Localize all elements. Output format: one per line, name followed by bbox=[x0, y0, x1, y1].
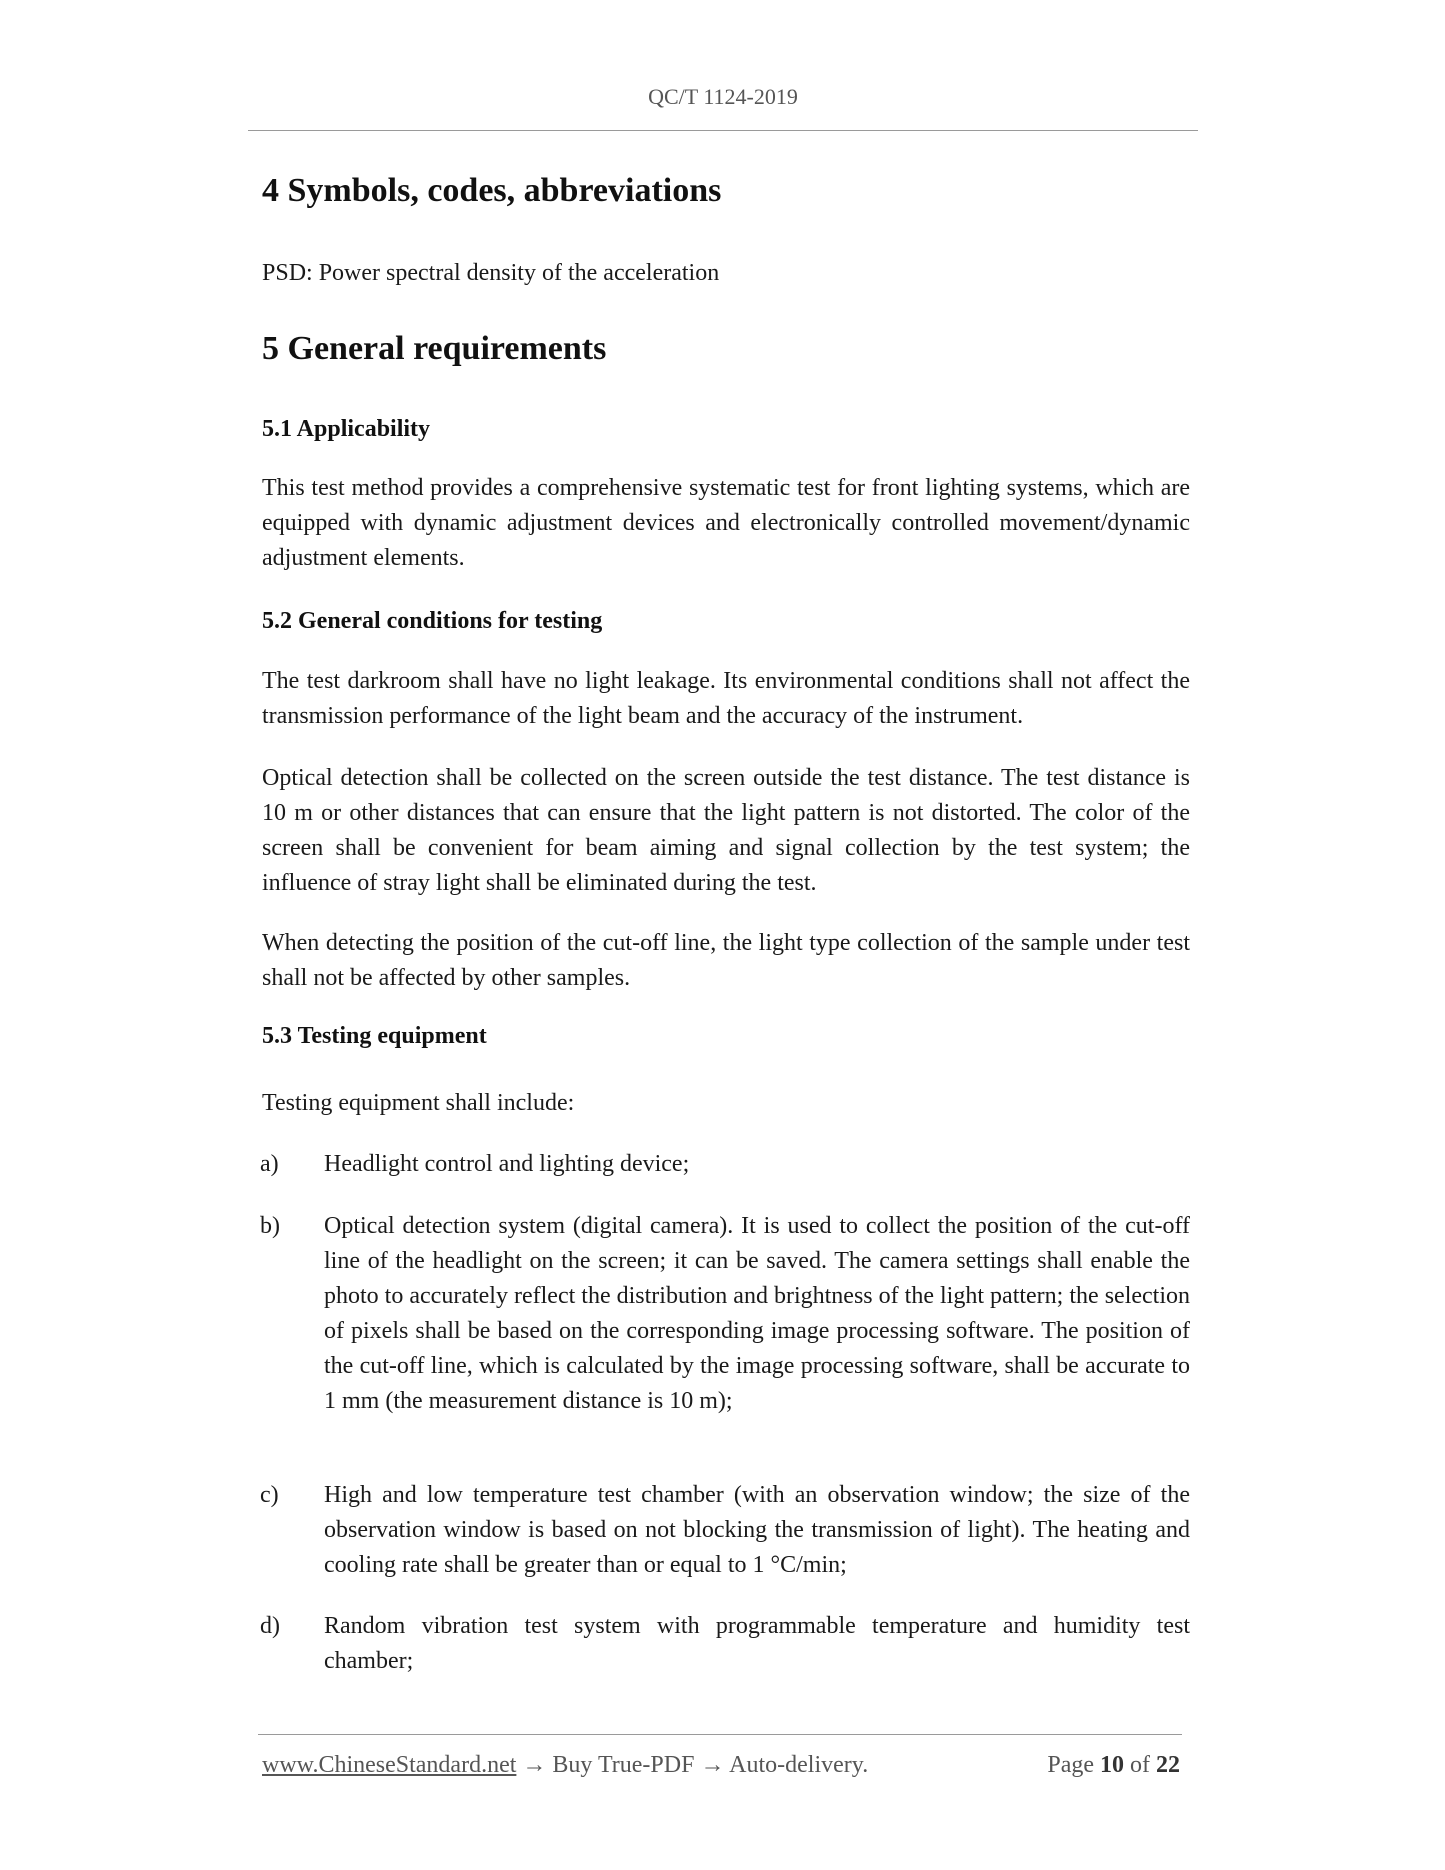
section-4-title: 4 Symbols, codes, abbreviations bbox=[262, 172, 722, 209]
section-5-1-paragraph: This test method provides a comprehensive systematic test for front lighting systems, which are equipped with dynamic adjustment devices and electronically controlled movement/dynamic adjustment elements. bbox=[262, 475, 1190, 571]
arrow-icon: → bbox=[522, 1752, 547, 1778]
page-header: QC/T 1124-2019 bbox=[648, 84, 798, 109]
of-label: of bbox=[1130, 1752, 1150, 1778]
footer-divider bbox=[258, 1734, 1182, 1735]
section-5-2-paragraph-1: The test darkroom shall have no light leakage. Its environmental conditions shall not affect the transmission performance of the light beam and the accuracy of the instrument. bbox=[262, 668, 1190, 729]
auto-delivery-text: Auto-delivery. bbox=[729, 1752, 869, 1778]
list-item-text: Optical detection system (digital camera). It is used to collect the position of the cut-off line of the headlight on the screen; it can be saved. The camera settings shall enable the photo to accurately reflect the distribution and brightness of the light pattern; the selection of pixels shall be based on the corresponding image processing software. The position of the cut-off line, which is calculated by the image processing software, shall be accurate to 1 mm (the measurement distance is 10 m); bbox=[324, 1213, 1190, 1414]
list-marker: c) bbox=[260, 1482, 279, 1508]
header-divider bbox=[248, 130, 1198, 131]
current-page: 10 bbox=[1100, 1752, 1124, 1778]
section-5-2-paragraph-2: Optical detection shall be collected on the screen outside the test distance. The test distance is 10 m or other distances that can ensure that the light pattern is not distorted. The color of the screen shall be convenient for beam aiming and signal collection by the test system; the influence of stray light shall be eliminated during the test. bbox=[262, 765, 1190, 896]
section-4-paragraph: PSD: Power spectral density of the acceleration bbox=[262, 260, 720, 286]
section-5-title: 5 General requirements bbox=[262, 330, 607, 367]
chinese-standard-link[interactable]: www.ChineseStandard.net bbox=[262, 1752, 517, 1778]
section-5-2-title: 5.2 General conditions for testing bbox=[262, 608, 603, 634]
section-5-1-title: 5.1 Applicability bbox=[262, 416, 431, 442]
footer-left bbox=[262, 1752, 868, 1779]
arrow-icon: → bbox=[700, 1752, 725, 1778]
list-marker: a) bbox=[260, 1151, 279, 1177]
page-number bbox=[1047, 1752, 1180, 1779]
section-5-2-paragraph-3: When detecting the position of the cut-off line, the light type collection of the sample under test shall not be affected by other samples. bbox=[262, 930, 1190, 991]
list-item-d bbox=[260, 1609, 1190, 1679]
section-5-3-paragraph: Testing equipment shall include: bbox=[262, 1090, 575, 1116]
list-item-c bbox=[260, 1478, 1190, 1583]
buy-true-pdf-text: Buy True-PDF bbox=[552, 1752, 695, 1778]
list-item-a bbox=[260, 1147, 1190, 1182]
page-label: Page bbox=[1047, 1752, 1094, 1778]
list-item-b bbox=[260, 1209, 1190, 1419]
list-item-text: High and low temperature test chamber (with an observation window; the size of the observation window is based on not blocking the transmission of light). The heating and cooling rate shall be greater than or equal to 1 °C/min; bbox=[324, 1482, 1190, 1578]
list-item-text: Random vibration test system with programmable temperature and humidity test chamber; bbox=[324, 1613, 1190, 1674]
list-item-text: Headlight control and lighting device; bbox=[324, 1151, 690, 1177]
section-5-3-title: 5.3 Testing equipment bbox=[262, 1023, 487, 1049]
total-pages: 22 bbox=[1156, 1752, 1180, 1778]
list-marker: b) bbox=[260, 1213, 280, 1239]
list-marker: d) bbox=[260, 1613, 280, 1639]
